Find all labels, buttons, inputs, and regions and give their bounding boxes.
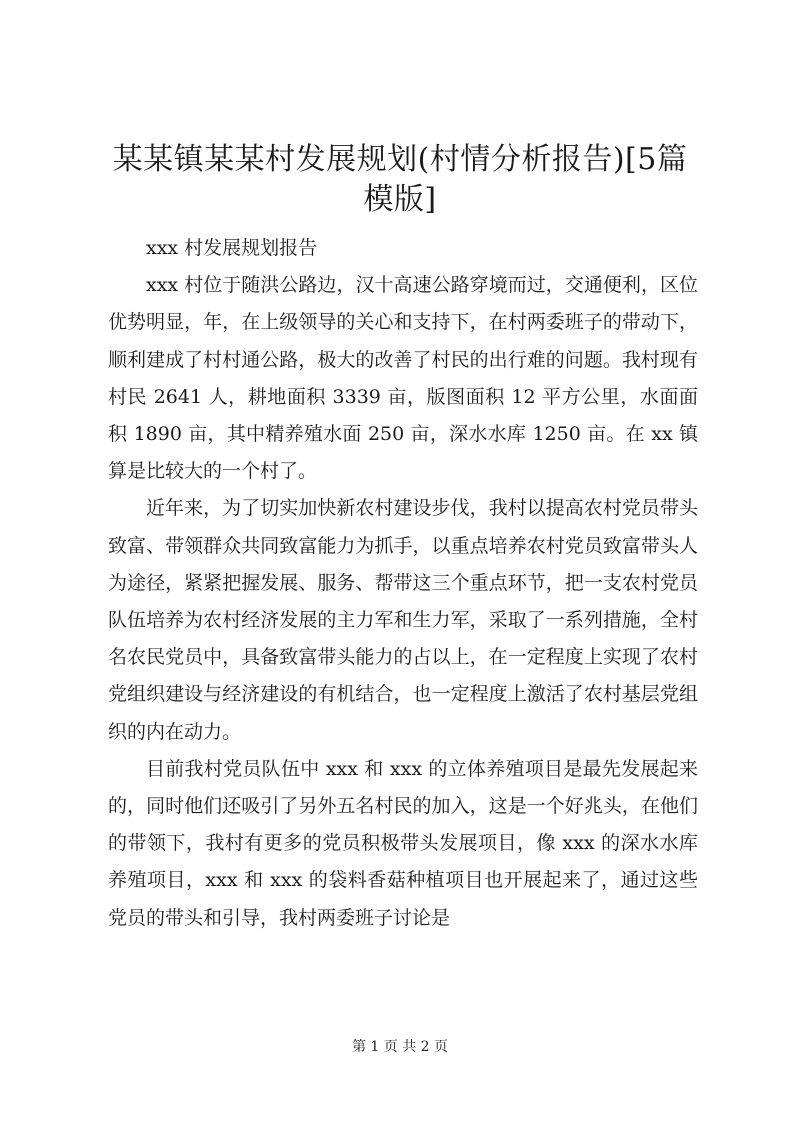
- paragraph-village-overview: xxx 村位于随洪公路边，汉十高速公路穿境而过，交通便利，区位优势明显，年，在上级领导的关心和支持下，在村两委班子的带动下，顺利建成了村村通公路，极大的改善了村民的出行难的问题。我村现有村民 2641 人，耕地面积 3339 亩，版图面积 12 平方公里，水面面积 1890 亩，其中精养殖水面 250 亩，深水水库 1250 亩。在 xx 镇算是比较大的一个村了。: [108, 274, 698, 483]
- document-body: [108, 230, 698, 937]
- page-number-footer: 第 1 页 共 2 页: [351, 1039, 449, 1055]
- report-subheading: xxx 村发展规划报告: [146, 237, 318, 259]
- paragraph-current-projects: 目前我村党员队伍中 xxx 和 xxx 的立体养殖项目是最先发展起来的，同时他们还吸引了另外五名村民的加入，这是一个好兆头，在他们的带领下，我村有更多的党员积极带头发展项目，像 xxx 的深水水库养殖项目，xxx 和 xxx 的袋料香菇种植项目也开展起来了，通过这些党员的带头和引导，我村两委班子讨论是: [108, 757, 698, 929]
- paragraph-party-development: 近年来，为了切实加快新农村建设步伐，我村以提高农村党员带头致富、带领群众共同致富能力为抓手，以重点培养农村党员致富带头人为途径，紧紧把握发展、服务、帮带这三个重点环节，把一支农村党员队伍培养为农村经济发展的主力军和生力军，采取了一系列措施，全村名农民党员中，具备致富带头能力的占以上，在一定程度上实现了农村党组织建设与经济建设的有机结合，也一定程度上激活了农村基层党组织的内在动力。: [108, 497, 698, 743]
- document-title: 某某镇某某村发展规划(村情分析报告)[5篇模版]: [112, 142, 688, 217]
